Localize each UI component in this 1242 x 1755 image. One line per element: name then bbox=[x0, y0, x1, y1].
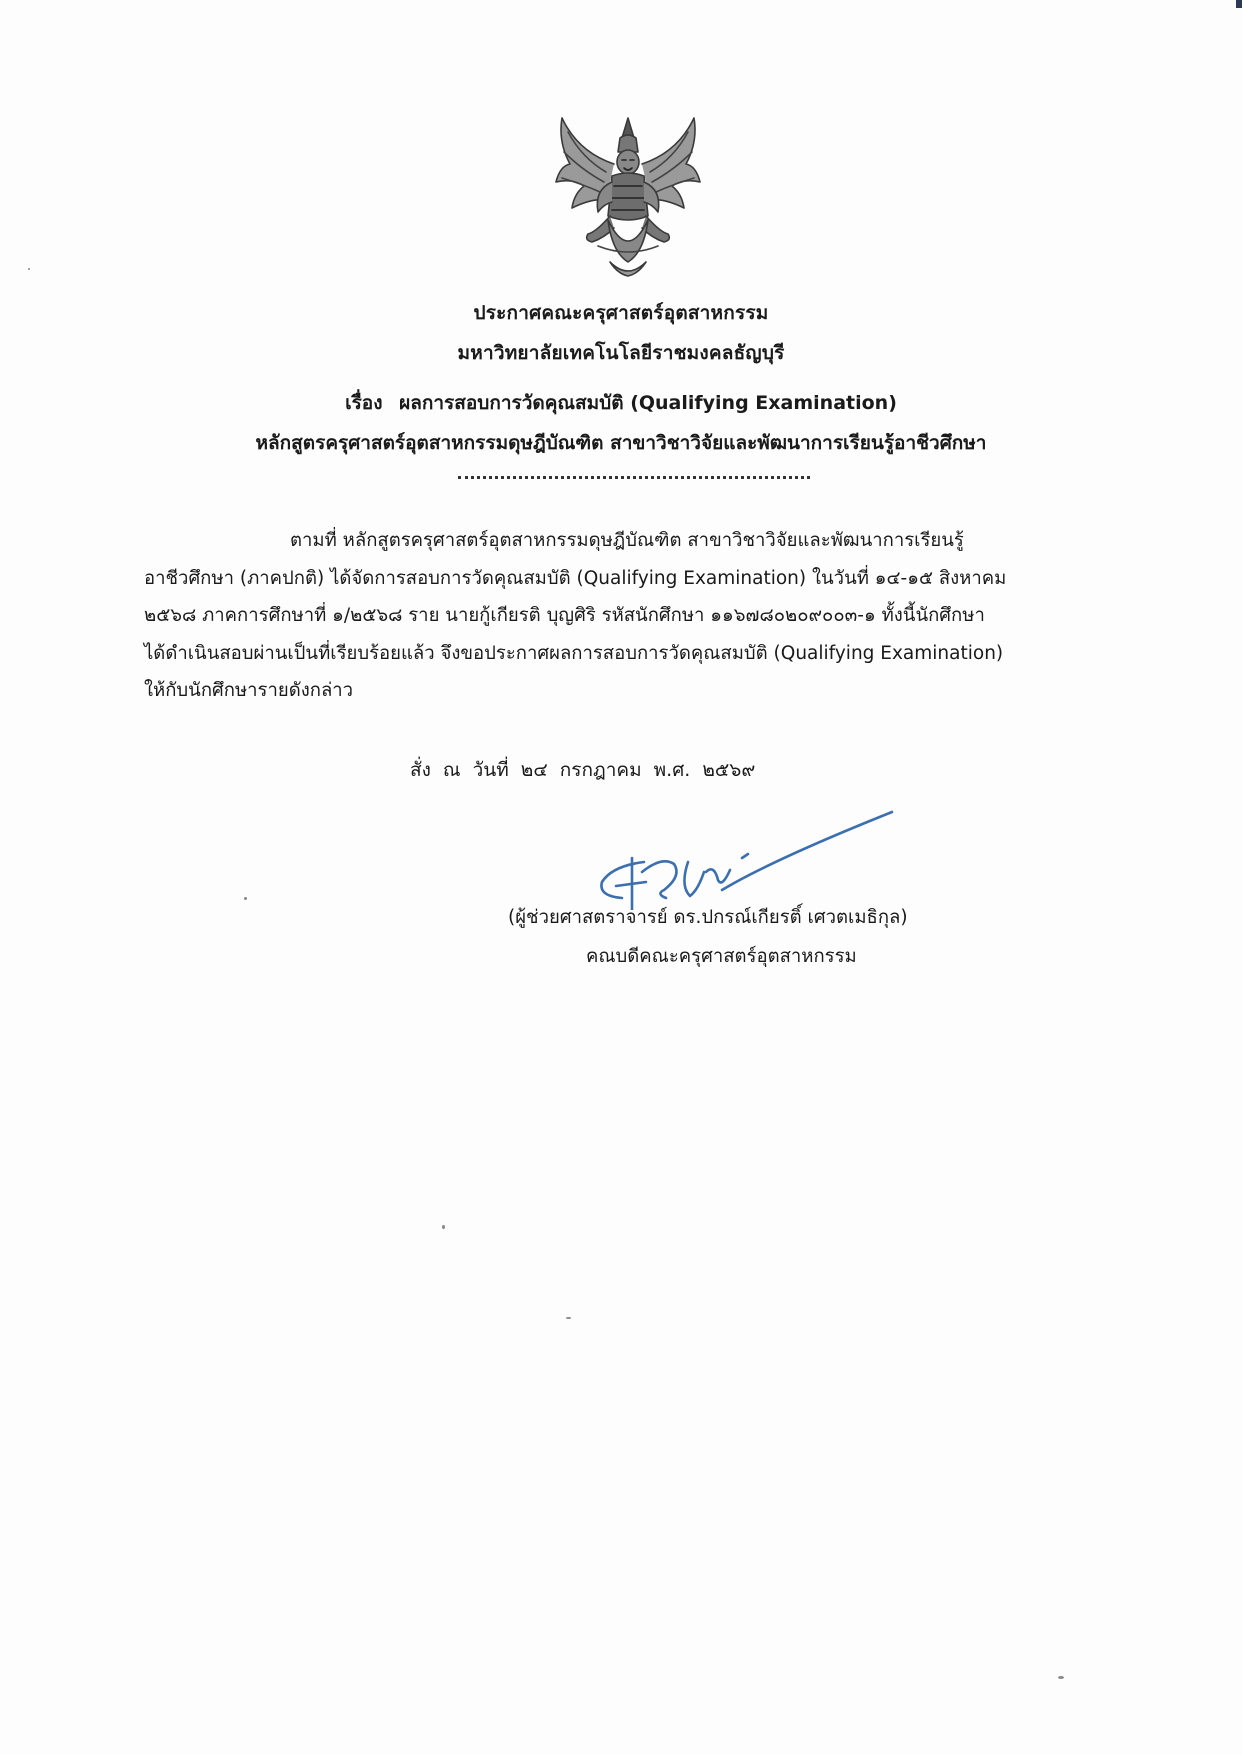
garuda-emblem-icon bbox=[548, 112, 708, 280]
body-line: อาชีวศึกษา (ภาคปกติ) ได้จัดการสอบการวัดคุณสมบัติ (Qualifying Examination) ในวันที่ ๑๔-๑๕ สิงหาคม bbox=[144, 567, 1007, 589]
announcement-body bbox=[144, 522, 1122, 710]
dotted-separator bbox=[458, 476, 810, 479]
scan-speck bbox=[1058, 1676, 1064, 1679]
university-name: มหาวิทยาลัยเทคโนโลยีราชมงคลธัญบุรี bbox=[457, 342, 785, 364]
scan-corner-mark bbox=[1236, 0, 1242, 8]
signer-position: คณบดีคณะครุศาสตร์อุตสาหกรรม bbox=[586, 946, 857, 967]
scan-speck bbox=[244, 897, 247, 900]
scan-speck bbox=[566, 1317, 571, 1319]
scan-speck bbox=[28, 268, 30, 270]
program-name: หลักสูตรครุศาสตร์อุตสาหกรรมดุษฎีบัณฑิต สาขาวิชาวิจัยและพัฒนาการเรียนรู้อาชีวศึกษา bbox=[255, 432, 987, 454]
body-line: ได้ดำเนินสอบผ่านเป็นที่เรียบร้อยแล้ว จึงขอประกาศผลการสอบการวัดคุณสมบัติ (Qualifying Examination) bbox=[144, 642, 1004, 664]
handwritten-signature bbox=[572, 800, 902, 910]
announcement-issuer: ประกาศคณะครุศาสตร์อุตสาหกรรม bbox=[473, 302, 769, 324]
body-line: ตามที่ หลักสูตรครุศาสตร์อุตสาหกรรมดุษฎีบัณฑิต สาขาวิชาวิจัยและพัฒนาการเรียนรู้ bbox=[290, 530, 964, 551]
scan-speck bbox=[442, 1225, 445, 1229]
subject-line bbox=[0, 388, 1242, 418]
subject-prefix: เรื่อง bbox=[345, 392, 383, 414]
signer-name: (ผู้ช่วยศาสตราจารย์ ดร.ปกรณ์เกียรติ์ เศวตเมธิกุล) bbox=[508, 907, 908, 928]
body-line: ให้กับนักศึกษารายดังกล่าว bbox=[144, 680, 354, 701]
issue-date: สั่ง ณ วันที่ ๒๔ กรกฎาคม พ.ศ. ๒๕๖๙ bbox=[410, 759, 756, 781]
subject-title: ผลการสอบการวัดคุณสมบัติ (Qualifying Examination) bbox=[399, 392, 897, 414]
body-line: ๒๕๖๘ ภาคการศึกษาที่ ๑/๒๕๖๘ ราย นายกู้เกียรติ บุญศิริ รหัสนักศึกษา ๑๑๖๗๘๐๒๐๙๐๐๓-๑ ทั้งนี้นักศึกษา bbox=[144, 605, 985, 626]
